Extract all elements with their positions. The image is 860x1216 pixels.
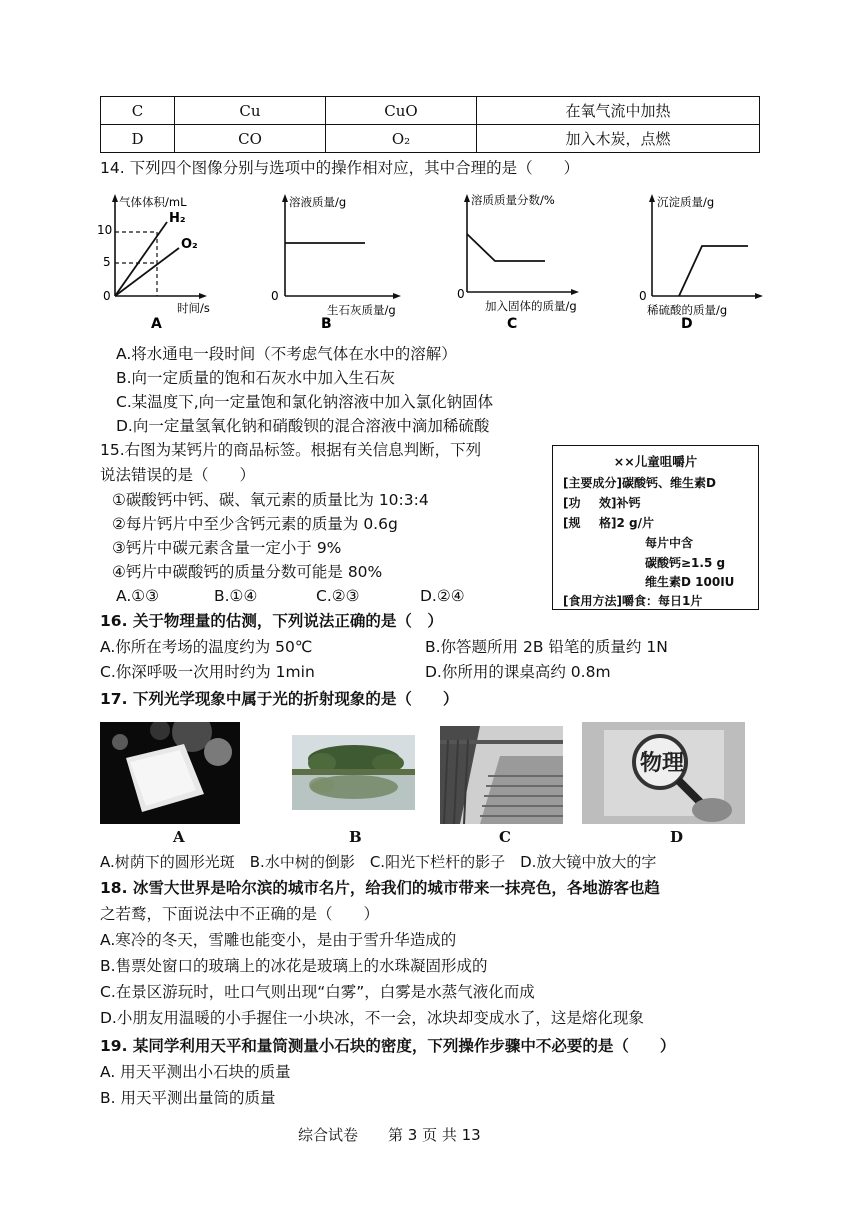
- chart-b-y-arrow: [282, 194, 288, 202]
- q19-option-a: A. 用天平测出小石块的质量: [100, 1063, 291, 1081]
- q18-option-b: B.售票处窗口的玻璃上的冰花是玻璃上的水珠凝固形成的: [100, 957, 488, 975]
- chart-a-tick-5: 5: [103, 255, 111, 269]
- q17-stem: 17. 下列光学现象中属于光的折射现象的是（ ）: [100, 690, 459, 708]
- product-label-effect-key: [功: [563, 496, 581, 510]
- page-footer: 综合试卷 第 3 页 共 13: [298, 1126, 481, 1144]
- q14-charts: [95, 186, 775, 334]
- q14-option-c: C.某温度下,向一定量饱和氯化钠溶液中加入氯化钠固体: [116, 393, 494, 411]
- q16-stem: 16. 关于物理量的估测，下列说法正确的是（ ）: [100, 612, 443, 630]
- product-label-spec-value: 格]2 g/片: [599, 516, 654, 530]
- q18-option-a: A.寒冷的冬天，雪雕也能变小，是由于雪升华造成的: [100, 931, 457, 949]
- chart-c-line: [467, 234, 545, 261]
- q18-option-d: D.小朋友用温暖的小手握住一小块冰，不一会，冰块却变成水了，这是熔化现象: [100, 1009, 644, 1027]
- chart-a-tick-10: 10: [97, 223, 113, 237]
- photo-letter-c: C: [499, 828, 511, 846]
- q18-stem-line2: 之若鹜，下面说法中不正确的是（ ）: [100, 905, 380, 923]
- q15-choice-b: B.①④: [214, 587, 258, 605]
- q19-option-b: B. 用天平测出量筒的质量: [100, 1089, 276, 1107]
- table-cell: CuO: [326, 97, 477, 125]
- photo-tree-reflection: [292, 735, 415, 810]
- product-label-ingredients: [主要成分]碳酸钙、维生素D: [563, 476, 716, 490]
- q15-item-4: ④钙片中碳酸钙的质量分数可能是 80%: [112, 563, 383, 581]
- product-label-spec-key: [规: [563, 516, 581, 530]
- photo-b-drawing: [292, 735, 415, 810]
- q15-item-2: ②每片钙片中至少含钙元素的质量为 0.6g: [112, 515, 398, 533]
- q15-choice-c: C.②③: [316, 587, 360, 605]
- product-label: [552, 445, 759, 610]
- chart-c-xlabel: 加入固体的质量/g: [485, 299, 577, 313]
- chart-a-h2-line: [115, 222, 167, 296]
- table-cell: CO: [175, 125, 326, 153]
- chart-a: [97, 194, 210, 332]
- photo-a-drawing: [100, 722, 240, 824]
- q15-item-3: ③钙片中碳元素含量一定小于 9%: [112, 539, 342, 557]
- table-cell: D: [101, 125, 175, 153]
- chart-a-letter: A: [151, 316, 162, 332]
- table-cell: O₂: [326, 125, 477, 153]
- chart-a-xlabel: 时间/s: [177, 301, 210, 315]
- table-cell: 在氧气流中加热: [477, 97, 760, 125]
- q15-choice-d: D.②④: [420, 587, 465, 605]
- magnifier-text: 物理: [640, 750, 685, 776]
- chart-b-ylabel: 溶液质量/g: [289, 195, 347, 209]
- photo-letter-a: A: [173, 828, 185, 846]
- photo-d-drawing: [582, 722, 745, 824]
- q18-option-c: C.在景区游玩时，吐口气则出现“白雾”，白雾是水蒸气液化而成: [100, 983, 535, 1001]
- chart-d-xlabel: 稀硫酸的质量/g: [647, 303, 728, 317]
- photo-letter-d: D: [670, 828, 684, 846]
- product-label-usage: [食用方法]嚼食：每日1片: [563, 594, 703, 608]
- q14-option-d: D.向一定量氢氧化钠和硝酸钡的混合溶液中滴加稀硫酸: [116, 417, 490, 435]
- product-label-effect-value: 效]补钙: [599, 496, 641, 510]
- photo-railing-shadow: [440, 726, 563, 824]
- chart-d-origin: 0: [639, 289, 647, 303]
- chart-b-letter: B: [321, 316, 332, 332]
- chart-a-o2-line: [115, 248, 179, 296]
- chart-d-line: [679, 246, 748, 296]
- table-row: [101, 125, 760, 153]
- photo-c-drawing: [440, 726, 563, 824]
- q14-option-a: A.将水通电一段时间（不考虑气体在水中的溶解）: [116, 345, 457, 363]
- chart-c-x-arrow: [571, 289, 579, 295]
- chart-a-origin: 0: [103, 289, 111, 303]
- q15-stem-line2: 说法错误的是（ ）: [100, 466, 256, 484]
- q17-options: A.树荫下的圆形光斑 B.水中树的倒影 C.阳光下栏杆的影子 D.放大镜中放大的字: [100, 853, 657, 871]
- chart-d-ylabel: 沉淀质量/g: [657, 195, 715, 209]
- q16-option-d: D.你所用的课桌高约 0.8m: [425, 663, 611, 681]
- product-label-vitd: 维生素D 100IU: [645, 575, 735, 589]
- chart-b-x-arrow: [393, 293, 401, 299]
- chart-c-letter: C: [507, 316, 518, 332]
- q16-option-b: B.你答题所用 2B 铅笔的质量约 1N: [425, 638, 668, 656]
- q14-option-b: B.向一定质量的饱和石灰水中加入生石灰: [116, 369, 396, 387]
- q14-stem: 14. 下列四个图像分别与选项中的操作相对应，其中合理的是（ ）: [100, 159, 580, 177]
- chart-a-x-arrow: [199, 293, 207, 299]
- photo-tree-shade-spot: [100, 722, 240, 824]
- chart-b: [271, 194, 401, 332]
- options-table: [100, 96, 760, 153]
- chart-d-letter: D: [681, 316, 693, 332]
- q15-item-1: ①碳酸钙中钙、碳、氧元素的质量比为 10:3:4: [112, 491, 429, 509]
- chart-c-y-arrow: [464, 194, 470, 202]
- table-row: [101, 97, 760, 125]
- q15-stem-line1: 15.右图为某钙片的商品标签。根据有关信息判断，下列: [100, 441, 482, 459]
- chart-a-y-arrow: [112, 194, 118, 202]
- q18-stem-line1: 18. 冰雪大世界是哈尔滨的城市名片，给我们的城市带来一抹亮色，各地游客也趋: [100, 879, 660, 897]
- chart-b-origin: 0: [271, 289, 279, 303]
- chart-a-ylabel: 气体体积/mL: [119, 195, 187, 209]
- product-label-caco3: 碳酸钙≥1.5 g: [645, 556, 726, 570]
- photo-letter-b: B: [349, 828, 362, 846]
- product-label-per-tablet: 每片中含: [645, 536, 694, 550]
- chart-d-x-arrow: [755, 293, 763, 299]
- q16-option-c: C.你深呼吸一次用时约为 1min: [100, 663, 315, 681]
- chart-b-xlabel: 生石灰质量/g: [327, 303, 396, 317]
- chart-a-o2-label: O₂: [181, 237, 198, 252]
- q19-stem: 19. 某同学利用天平和量筒测量小石块的密度，下列操作步骤中不必要的是（ ）: [100, 1037, 676, 1055]
- table-cell: C: [101, 97, 175, 125]
- q16-option-a: A.你所在考场的温度约为 50℃: [100, 638, 313, 656]
- chart-c-origin: 0: [457, 287, 465, 301]
- chart-a-h2-label: H₂: [169, 211, 186, 226]
- chart-c-ylabel: 溶质质量分数/%: [471, 193, 555, 207]
- product-label-title: ××儿童咀嚼片: [613, 454, 698, 469]
- table-cell: 加入木炭，点燃: [477, 125, 760, 153]
- chart-c: [457, 193, 579, 332]
- chart-d: [639, 194, 763, 332]
- table-cell: Cu: [175, 97, 326, 125]
- q15-choice-a: A.①③: [116, 587, 160, 605]
- chart-d-y-arrow: [649, 194, 655, 202]
- photo-magnifier: [582, 722, 745, 824]
